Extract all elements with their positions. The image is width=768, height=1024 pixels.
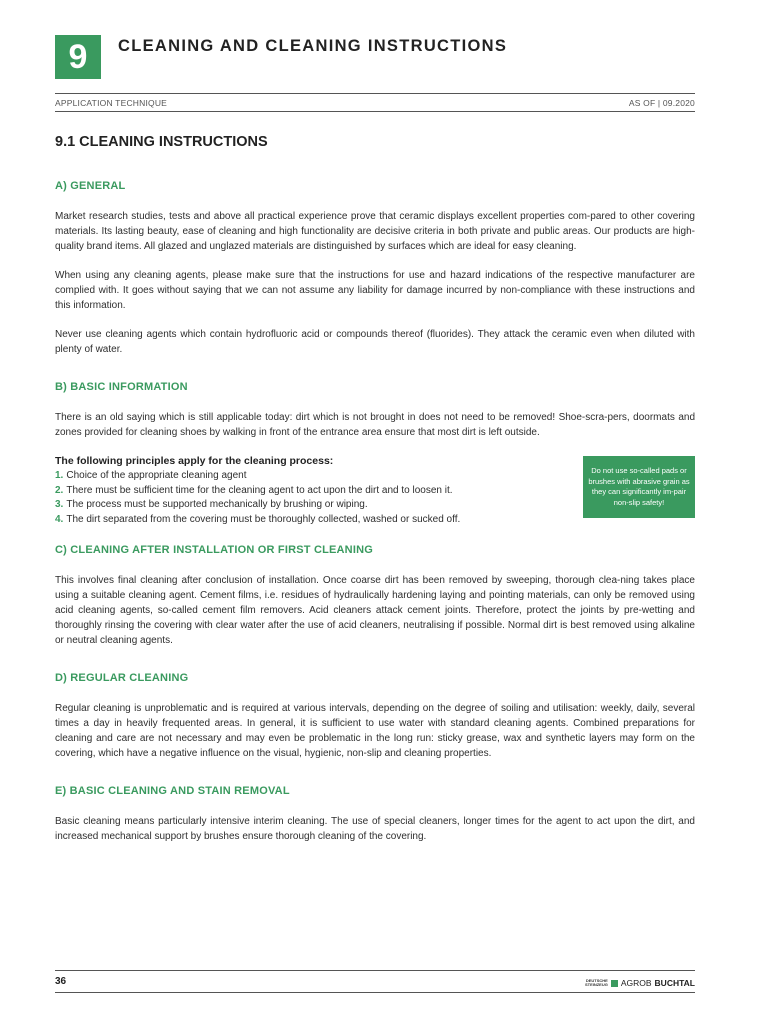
general-paragraph-1: Market research studies, tests and above all practical experience prove that ceramic displays excellent properties com-pared to other covering materials. Its lasting beauty, ease of cleaning and high functionality are decisive criteria in both private and public areas. Our products are high-quality brand items. All glazed and unglazed materials are distinguished by surfaces which are ideal for easy cleaning. (55, 211, 695, 252)
section-title: 9.1 CLEANING INSTRUCTIONS (55, 134, 268, 150)
brand-logo (585, 978, 695, 988)
brand-subtitle: DEUTSCHE STEINZEUG (584, 978, 608, 987)
basic-information-paragraph: There is an old saying which is still applicable today: dirt which is not brought in does not need to be removed! Shoe-scra-pers, doormats and zones provided for cleaning shoes by walking in front of the entrance area ensure that most dirt is left outside. (55, 412, 695, 438)
main-content (55, 180, 695, 858)
warning-text: Do not use so-called pads or brushes with abrasive grain as they can significantly im-pair non-slip safety! (588, 466, 690, 507)
chapter-number-badge (55, 35, 101, 79)
list-item: 3. The process must be supported mechanically by brushing or wiping. (55, 499, 368, 510)
heading-after-installation: C) CLEANING AFTER INSTALLATION OR FIRST CLEANING (55, 544, 373, 556)
heading-stain-removal: E) BASIC CLEANING AND STAIN REMOVAL (55, 785, 290, 797)
footer-rule-lower (55, 992, 695, 993)
header-rule-lower (55, 111, 695, 112)
principles-title: The following principles apply for the cleaning process: (55, 455, 334, 467)
page-number: 36 (55, 976, 67, 987)
general-paragraph-2: When using any cleaning agents, please make sure that the instructions for use and hazard indications of the respective manufacturer are complied with. It goes without saying that we can not assume any liability for damage incurred by non-compliance with these instructions and this information. (55, 270, 695, 311)
warning-box (583, 456, 695, 518)
list-item: 4. The dirt separated from the covering must be thoroughly collected, washed or sucked off. (55, 513, 461, 525)
brand-mark-icon (611, 980, 618, 987)
principles-block (55, 454, 695, 527)
after-installation-paragraph: This involves final cleaning after conclusion of installation. Once coarse dirt has been removed by sweeping, thorough clea-ning takes place using a suitable cleaning agent. Cement films, i.e. residues of hydraulically hardening laying and pointing materials, can only be removed using acid cleaning agents, so-called cement film removers. Acid cleaners attack cement joints. Therefore, protect the joints by pre-wetting and thoroughly rinsing the covering with clear water after the use of acid cleaners, neutralising if possible. Normal dirt is best removed using alkaline or neutral cleaning agents. (55, 575, 695, 646)
principles-list (55, 469, 575, 527)
header-meta-left: APPLICATION TECHNIQUE (55, 98, 168, 108)
general-paragraph-3: Never use cleaning agents which contain hydrofluoric acid or compounds thereof (fluorides). They attack the ceramic even when diluted with plenty of water. (55, 329, 695, 355)
brand-name-buchtal: BUCHTAL (654, 978, 695, 988)
header-rule (55, 93, 695, 94)
heading-general: A) GENERAL (55, 180, 126, 192)
header-meta-right: AS OF | 09.2020 (628, 98, 695, 108)
chapter-number: 9 (68, 37, 88, 76)
footer-rule (55, 970, 695, 971)
heading-regular-cleaning: D) REGULAR CLEANING (55, 672, 189, 684)
brand-name-agrob: AGROB (620, 978, 652, 988)
regular-cleaning-paragraph: Regular cleaning is unproblematic and is required at various intervals, depending on the degree of soiling and utilisation: weekly, daily, several times a day in heavily frequented areas. In general, it is sufficient to use water with standard cleaning agents. Combined preparations for cleaning and care are not necessary and may even be problematic in the long run: sticky grease, wax and synthetic layers may form on the covering, which have a negative influence on the visual, hygienic, non-slip and cleaning properties. (55, 703, 695, 759)
heading-basic-information: B) BASIC INFORMATION (55, 381, 188, 393)
list-item: 2. There must be sufficient time for the cleaning agent to act upon the dirt and to loosen it. (55, 484, 453, 496)
stain-removal-paragraph: Basic cleaning means particularly intensive interim cleaning. The use of special cleaners, longer times for the agent to act upon the dirt, and increased mechanical support by brushes ensure thorough cleaning of the covering. (55, 816, 695, 842)
chapter-title: CLEANING AND CLEANING INSTRUCTIONS (118, 37, 508, 55)
list-item: 1. Choice of the appropriate cleaning agent (55, 470, 247, 481)
